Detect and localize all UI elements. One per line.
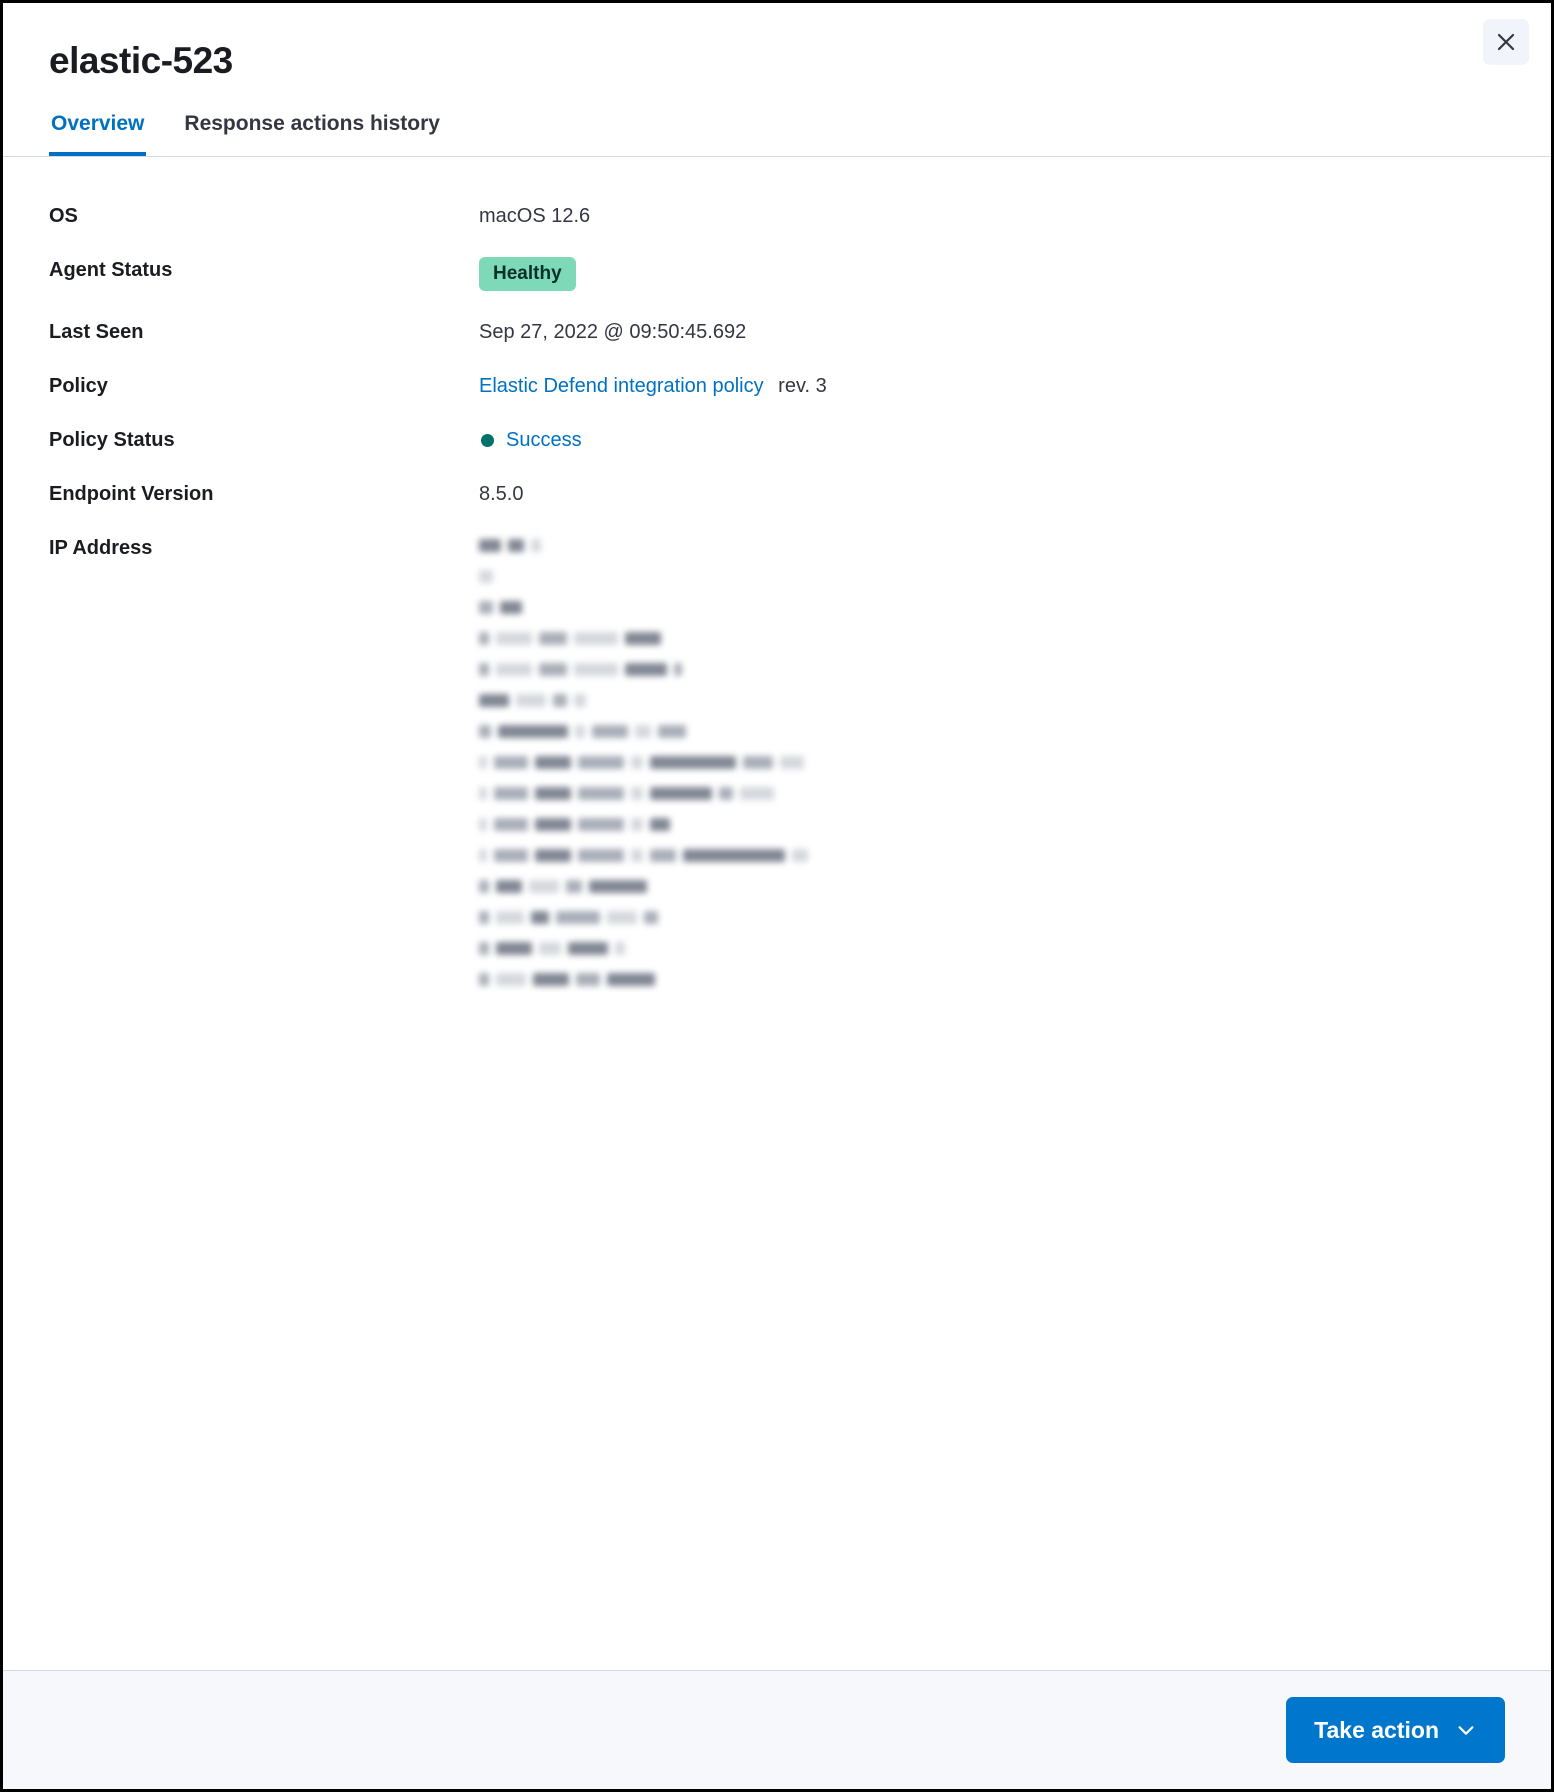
policy-status-group[interactable] [479,427,582,453]
ip-address-line [479,661,808,677]
ip-address-line [479,878,808,894]
detail-value-endpoint-version: 8.5.0 [479,483,524,506]
detail-label-ip-address: IP Address [49,537,153,560]
detail-label-agent-status: Agent Status [49,258,173,281]
flyout-footer [3,1670,1551,1789]
detail-value-agent-status [479,257,576,292]
detail-label-os: OS [49,204,78,227]
detail-label-policy: Policy [49,375,108,398]
ip-address-line [479,940,808,956]
policy-revision: rev. 3 [778,375,827,398]
ip-address-line [479,599,808,615]
ip-address-list-redacted [479,537,808,987]
take-action-label: Take action [1314,1716,1439,1743]
tab-response-actions-history[interactable]: Response actions history [182,108,442,156]
policy-link[interactable]: Elastic Defend integration policy [479,375,764,398]
detail-value-last-seen: Sep 27, 2022 @ 09:50:45.692 [479,321,747,344]
detail-row-last-seen [49,319,1505,345]
detail-row-ip-address [49,535,1505,987]
tab-bar [3,108,1551,157]
detail-label-last-seen: Last Seen [49,321,144,344]
take-action-button[interactable] [1286,1697,1505,1763]
detail-value-policy-status [479,427,582,453]
ip-address-line [479,692,808,708]
detail-row-policy-status [49,427,1505,453]
detail-row-agent-status [49,257,1505,292]
chevron-down-icon [1455,1719,1477,1741]
detail-label-endpoint-version: Endpoint Version [49,483,214,506]
page-title: elastic-523 [49,40,233,81]
ip-address-line [479,816,808,832]
detail-value-os: macOS 12.6 [479,204,591,227]
status-dot-icon [481,434,494,447]
ip-address-line [479,847,808,863]
close-icon-button[interactable] [1483,19,1529,65]
detail-value-policy [479,373,827,399]
endpoint-details-flyout [3,3,1551,1789]
detail-label-policy-status: Policy Status [49,429,175,452]
ip-address-line [479,754,808,770]
detail-row-policy [49,373,1505,399]
ip-address-line [479,723,808,739]
endpoint-details-list [49,203,1505,988]
status-badge: Healthy [479,257,576,292]
detail-value-ip-address [479,535,808,987]
ip-address-line [479,909,808,925]
ip-address-line [479,537,808,553]
flyout-body [3,157,1551,1670]
ip-address-line [479,630,808,646]
policy-status-text[interactable]: Success [506,429,582,452]
ip-address-line [479,971,808,987]
ip-address-line [479,785,808,801]
detail-row-endpoint-version [49,481,1505,507]
flyout-header [3,3,1551,157]
tab-overview[interactable]: Overview [49,108,146,156]
ip-address-line [479,568,808,584]
detail-row-os [49,203,1505,229]
close-icon [1494,30,1518,54]
